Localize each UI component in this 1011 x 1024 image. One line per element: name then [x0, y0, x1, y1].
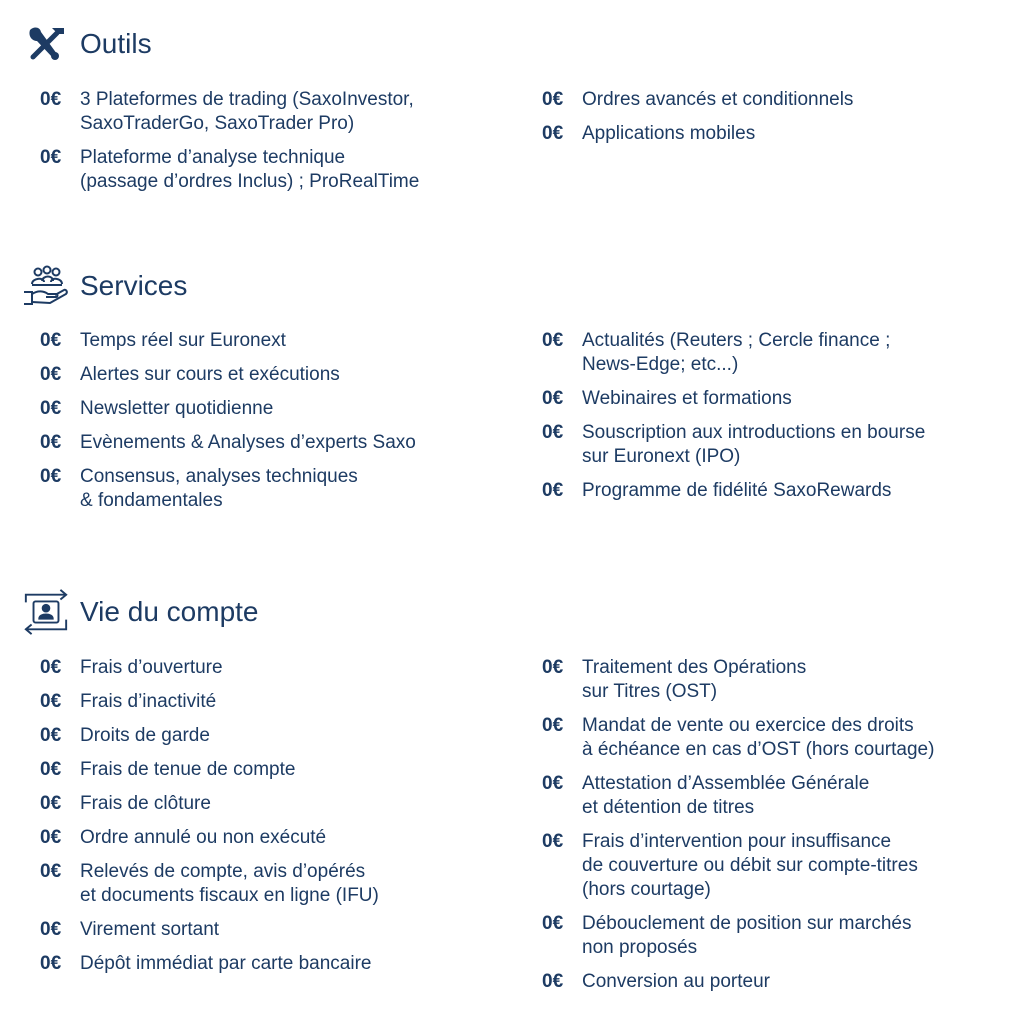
list-item [542, 970, 987, 994]
item-label: Evènements & Analyses d’experts Saxo [80, 432, 416, 453]
tools-icon [22, 20, 70, 68]
item-label: Mandat de vente ou exercice des droits à échéance en cas d’OST (hors courtage) [582, 715, 935, 760]
list-item [542, 88, 987, 112]
section-header-outils [22, 20, 152, 68]
list-item [40, 431, 485, 455]
list-item [542, 479, 987, 503]
account-transfer-icon [22, 588, 70, 636]
price: 0€ [542, 480, 564, 501]
price: 0€ [40, 657, 62, 678]
item-label: Frais d’intervention pour insuffisance de couverture ou débit sur compte-titres (hors courtage) [582, 831, 918, 900]
list-item [542, 329, 987, 377]
list-item [542, 656, 987, 704]
list-item [542, 830, 987, 902]
item-label: Plateforme d’analyse technique (passage d’ordres Inclus) ; ProRealTime [80, 147, 420, 192]
list-item [40, 758, 485, 782]
section-header-vie [22, 588, 259, 636]
price: 0€ [40, 861, 62, 882]
price: 0€ [40, 330, 62, 351]
price: 0€ [542, 89, 564, 110]
price: 0€ [40, 793, 62, 814]
item-label: Traitement des Opérations sur Titres (OST) [582, 657, 807, 702]
item-label: Temps réel sur Euronext [80, 330, 286, 351]
list-item [40, 656, 485, 680]
price: 0€ [542, 831, 564, 852]
item-label: Applications mobiles [582, 123, 756, 144]
list-item [40, 146, 485, 194]
list-item [40, 88, 485, 136]
price: 0€ [40, 466, 62, 487]
item-label: Frais d’inactivité [80, 691, 217, 712]
list-item [40, 690, 485, 714]
list-item [40, 465, 485, 513]
price: 0€ [40, 759, 62, 780]
item-label: Ordres avancés et conditionnels [582, 89, 854, 110]
list-item [40, 826, 485, 850]
list-item [40, 329, 485, 353]
section-title: Outils [80, 28, 152, 59]
item-label: Souscription aux introductions en bourse sur Euronext (IPO) [582, 422, 926, 467]
price: 0€ [542, 715, 564, 736]
item-label: Consensus, analyses techniques & fondamentales [80, 466, 358, 511]
item-label: Débouclement de position sur marchés non proposés [582, 913, 912, 958]
list-item [542, 122, 987, 146]
price: 0€ [40, 725, 62, 746]
item-label: Droits de garde [80, 725, 210, 746]
list-item [542, 387, 987, 411]
list-item [40, 792, 485, 816]
item-label: Ordre annulé ou non exécuté [80, 827, 327, 848]
item-label: Virement sortant [80, 919, 220, 940]
list-item [40, 918, 485, 942]
list-item [40, 860, 485, 908]
item-label: Alertes sur cours et exécutions [80, 364, 340, 385]
price: 0€ [40, 953, 62, 974]
item-label: Programme de fidélité SaxoRewards [582, 480, 892, 501]
price: 0€ [542, 123, 564, 144]
list-item [542, 772, 987, 820]
price: 0€ [542, 971, 564, 992]
list-item [40, 724, 485, 748]
right-column [542, 329, 987, 513]
list-item [542, 912, 987, 960]
item-label: Webinaires et formations [582, 388, 792, 409]
section-title: Services [80, 270, 188, 301]
left-column [40, 88, 485, 204]
price: 0€ [40, 398, 62, 419]
price: 0€ [40, 89, 62, 110]
price: 0€ [542, 388, 564, 409]
section-header-services [22, 262, 187, 310]
item-label: Conversion au porteur [582, 971, 770, 992]
right-column [542, 656, 987, 1004]
price: 0€ [40, 432, 62, 453]
price: 0€ [40, 919, 62, 940]
right-column [542, 88, 987, 156]
price: 0€ [40, 147, 62, 168]
item-label: Frais de tenue de compte [80, 759, 296, 780]
item-label: Attestation d’Assemblée Générale et détention de titres [582, 773, 870, 818]
left-column [40, 656, 485, 986]
price: 0€ [542, 422, 564, 443]
left-column [40, 329, 485, 523]
list-item [40, 952, 485, 976]
price: 0€ [40, 691, 62, 712]
item-label: Frais de clôture [80, 793, 211, 814]
service-hand-icon [22, 262, 70, 310]
list-item [40, 363, 485, 387]
price: 0€ [40, 827, 62, 848]
section-title: Vie du compte [80, 596, 259, 627]
price: 0€ [542, 330, 564, 351]
list-item [542, 714, 987, 762]
item-label: Actualités (Reuters ; Cercle finance ; News-Edge; etc...) [582, 330, 891, 375]
price: 0€ [542, 913, 564, 934]
list-item [40, 397, 485, 421]
price: 0€ [40, 364, 62, 385]
item-label: Dépôt immédiat par carte bancaire [80, 953, 372, 974]
item-label: Frais d’ouverture [80, 657, 223, 678]
item-label: 3 Plateformes de trading (SaxoInvestor, SaxoTraderGo, SaxoTrader Pro) [80, 89, 414, 134]
list-item [542, 421, 987, 469]
price: 0€ [542, 773, 564, 794]
item-label: Relevés de compte, avis d’opérés et documents fiscaux en ligne (IFU) [80, 861, 379, 906]
item-label: Newsletter quotidienne [80, 398, 274, 419]
price: 0€ [542, 657, 564, 678]
